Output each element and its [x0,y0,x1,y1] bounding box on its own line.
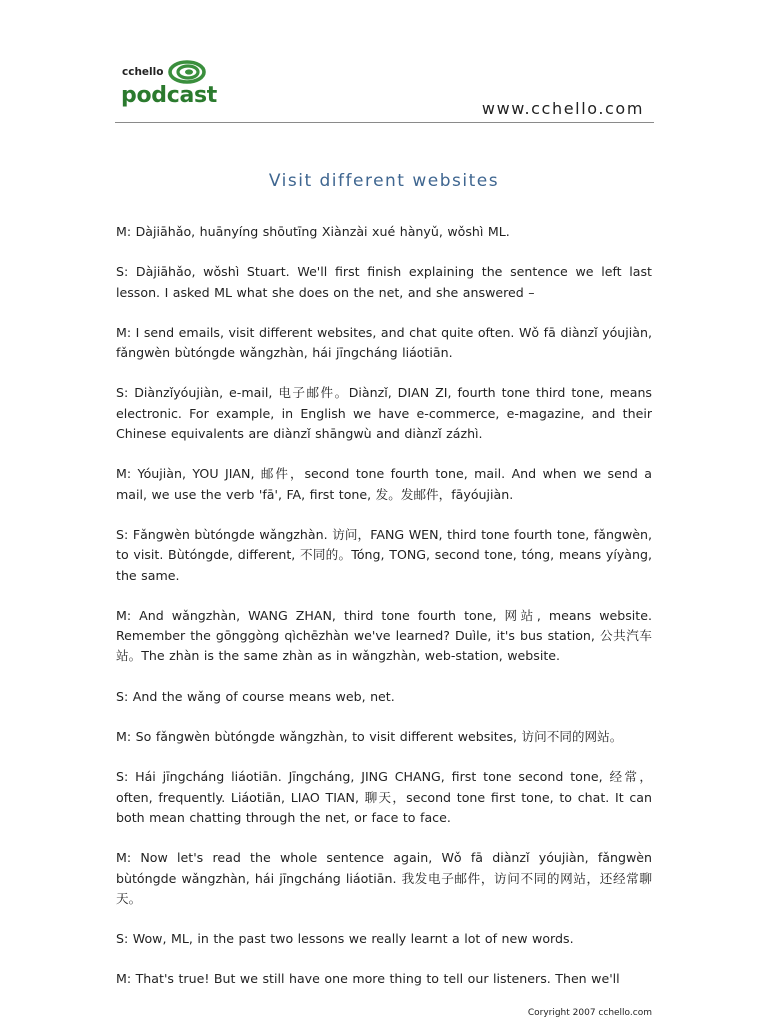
dialogue-paragraph: S: Hái jīngcháng liáotiān. Jīngcháng, JING CHANG, first tone second tone, 经常，often, frequently. Liáotiān, LIAO TIAN, 聊天，second tone first tone, to chat. It can both mean chatting through the net, or face to face. [116,769,652,825]
header-divider [115,122,654,123]
dialogue-paragraph: M: Now let's read the whole sentence again, Wǒ fā diànzǐ yóujiàn, fǎngwèn bùtóngde wǎngzhàn, hái jīngcháng liáotiān. 我发电子邮件，访问不同的网站，还经常聊天。 [116,850,652,906]
website-link[interactable]: www.cchello.com [481,99,644,118]
svg-text:cchello: cchello [122,66,164,78]
document-title: Visit different websites [268,171,500,191]
dialogue-paragraph: M: So fǎngwèn bùtóngde wǎngzhàn, to visit different websites, 访问不同的网站。 [116,729,623,745]
svg-text:podcast: podcast [121,83,218,108]
cchello-podcast-logo [120,58,230,112]
dialogue-paragraph: M: And wǎngzhàn, WANG ZHAN, third tone fourth tone, 网站, means website. Remember the gōnggòng qìchēzhàn we've learned? Duìle, it's bus station, 公共汽车站。The zhàn is the same zhàn as in wǎngzhàn, web-station, website. [116,607,652,664]
dialogue-paragraph: S: Wow, ML, in the past two lessons we really learnt a lot of new words. [116,931,574,947]
dialogue-paragraph: M: That's true! But we still have one more thing to tell our listeners. Then we'll [116,971,620,987]
dialogue-paragraph: M: I send emails, visit different websites, and chat quite often. Wǒ fā diànzǐ yóujiàn, fǎngwèn bùtóngde wǎngzhàn, hái jīngcháng liáotiān. [116,324,652,361]
dialogue-paragraph: S: And the wǎng of course means web, net. [116,688,395,704]
document-body [116,222,652,992]
swirl-icon [170,62,204,82]
dialogue-paragraph: M: Dàjiāhǎo, huānyíng shōutīng Xiànzài xué hànyǔ, wǒshì ML. [116,224,510,239]
dialogue-paragraph: S: Dàjiāhǎo, wǒshì Stuart. We'll first finish explaining the sentence we left last lesson. I asked ML what she does on the net, and she answered – [116,264,652,300]
dialogue-paragraph: S: Diànzǐyóujiàn, e-mail, 电子邮件。Diànzǐ, DIAN ZI, fourth tone third tone, means electronic. For example, in English we have e-commerce, e-magazine, and their Chinese equivalents are diànzǐ shāngwù and diànzǐ zázhì. [116,385,652,442]
dialogue-paragraph: S: Fǎngwèn bùtóngde wǎngzhàn. 访问，FANG WEN, third tone fourth tone, fǎngwèn, to visit. Bùtóngde, different, 不同的。Tóng, TONG, second tone, tóng, means yíyàng, the same. [116,526,652,583]
cchello-podcast-logo-mark [120,58,230,112]
dialogue-paragraph: M: Yóujiàn, YOU JIAN, 邮件，second tone fourth tone, mail. And when we send a mail, we use the verb 'fā', FA, first tone, 发。发邮件，fāyóujiàn. [116,466,652,502]
copyright-footer: Coryright 2007 cchello.com [527,1008,652,1018]
